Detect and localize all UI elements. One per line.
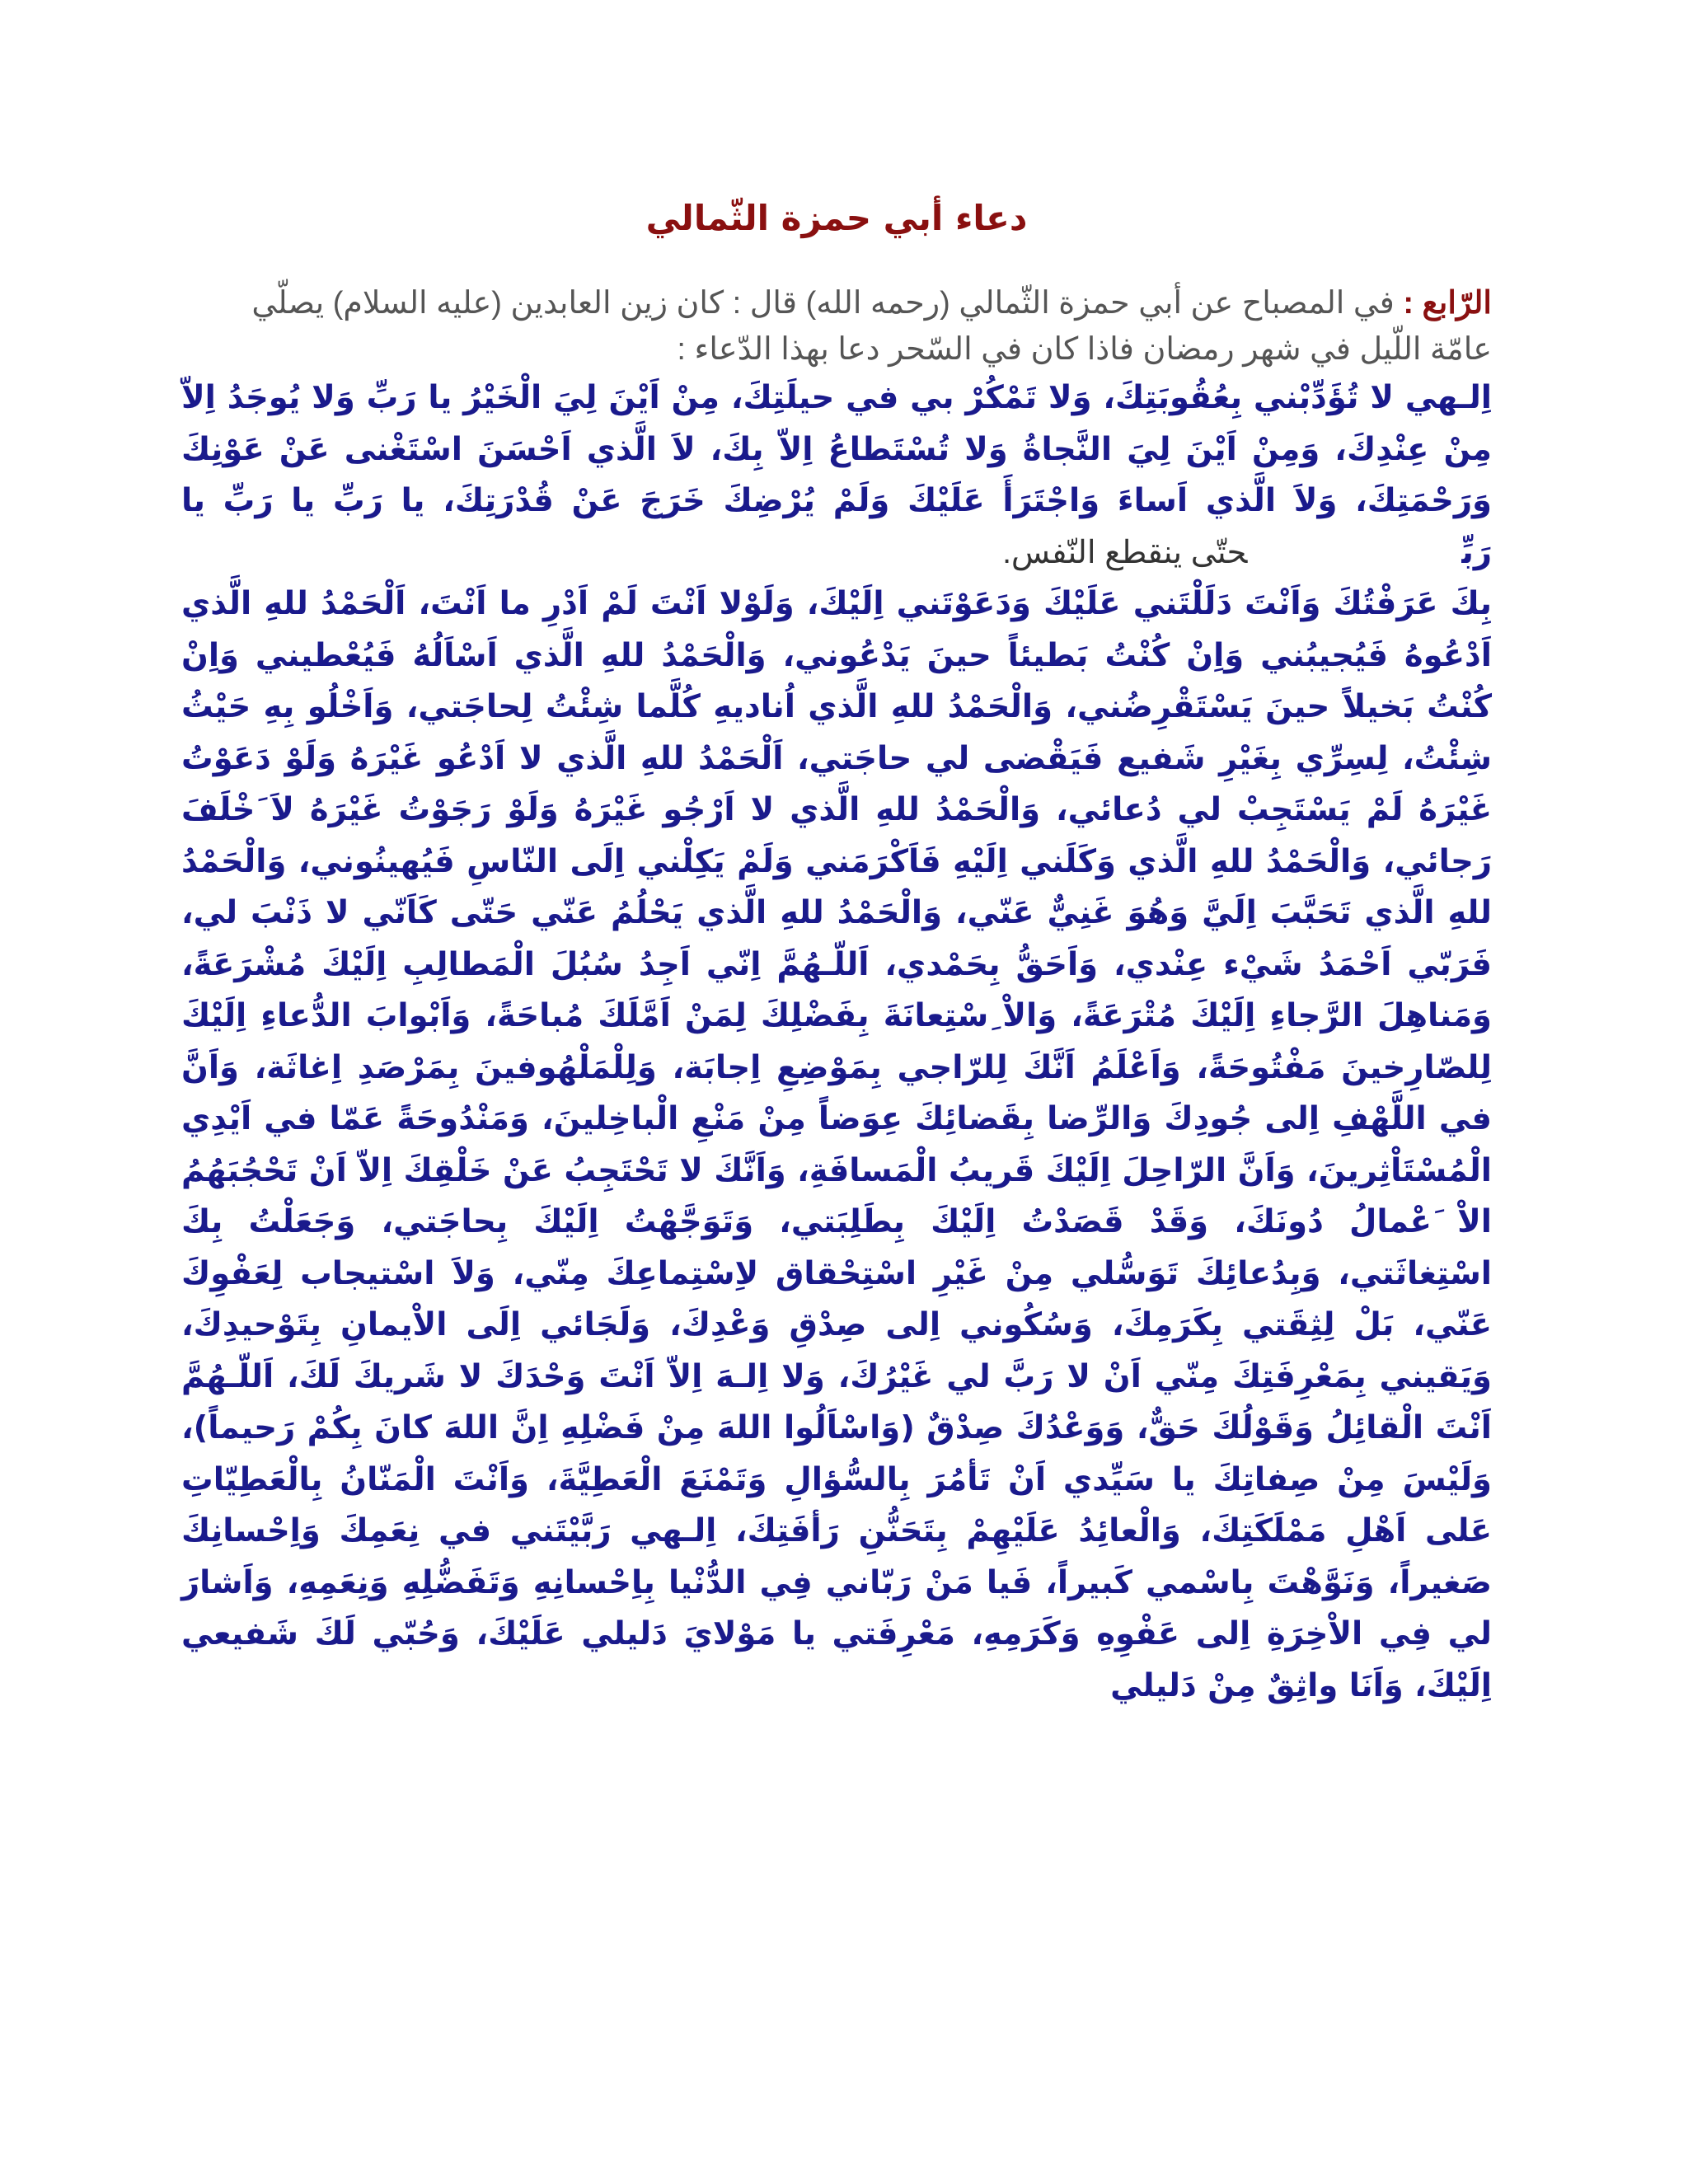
intro-paragraph xyxy=(181,280,1492,373)
prayer-paragraph-2 xyxy=(181,579,1492,1712)
prayer-text-part1: اِلـهي لا تُؤَدِّبْني بِعُقُوبَتِكَ، وَلا تَمْكُرْ بي في حيلَتِكَ، مِنْ اَيْنَ لِيَ الْخَيْرُ يا رَبِّ وَلا يُوجَدُ اِلاّ مِنْ عِنْدِكَ، وَمِنْ اَيْنَ لِيَ النَّجاةُ وَلا تُسْتَطاعُ اِلاّ بِكَ، لاَ الَّذي اَحْسَنَ اسْتَغْنى عَنْ عَوْنِكَ وَرَحْمَتِكَ، وَلاَ الَّذي اَساءَ وَاجْتَرَأَ عَلَيْكَ وَلَمْ يُرْضِكَ خَرَجَ عَنْ قُدْرَتِكَ، يا رَبِّ يا رَبِّ يا رَبِّ xyxy=(181,379,1492,571)
intro-label: الرّابع : xyxy=(1403,286,1492,321)
document-title: دعاء أبي حمزة الثّمالي xyxy=(645,198,1028,238)
document-page xyxy=(181,190,1492,1712)
prayer-paragraph-1 xyxy=(181,373,1492,579)
recitation-note: حتّى ينقطع النّفس. xyxy=(1002,534,1248,570)
prayer-text-part2: بِكَ عَرَفْتُكَ وَاَنْتَ دَلَلْتَني عَلَيْكَ وَدَعَوْتَني اِلَيْكَ، وَلَوْلا اَنْتَ لَمْ اَدْرِ ما اَنْتَ، اَلْحَمْدُ للهِ الَّذي اَدْعُوهُ فَيُجيبُني وَاِنْ كُنْتُ بَطيئاً حينَ يَدْعُوني، وَالْحَمْدُ للهِ الَّذي اَسْاَلُهُ فَيُعْطيني وَاِنْ كُنْتُ بَخيلاً حينَ يَسْتَقْرِضُني، وَالْحَمْدُ للهِ الَّذي اُناديهِ كُلَّما شِئْتُ لِحاجَتي، وَاَخْلُو بِهِ حَيْثُ شِئْتُ، لِسِرِّي بِغَيْرِ شَفيع فَيَقْضى لي حاجَتي، اَلْحَمْدُ للهِ الَّذي لا اَدْعُو غَيْرَهُ وَلَوْ دَعَوْتُ غَيْرَهُ لَمْ يَسْتَجِبْ لي دُعائي، وَالْحَمْدُ للهِ الَّذي لا اَرْجُو غَيْرَهُ وَلَوْ رَجَوْتُ غَيْرَهُ لاَ َخْلَفَ رَجائي، وَالْحَمْدُ للهِ الَّذي وَكَلَني اِلَيْهِ فَاَكْرَمَني وَلَمْ يَكِلْني اِلَى النّاسِ فَيُهينُوني، وَالْحَمْدُ للهِ الَّذي تَحَبَّبَ اِلَيَّ وَهُوَ غَنِيٌّ عَنّي، وَالْحَمْدُ للهِ الَّذي يَحْلُمُ عَنّي حَتّى كَاَنّي لا ذَنْبَ لي، فَرَبّي اَحْمَدُ شَيْء عِنْدي، وَاَحَقُّ بِحَمْدي، اَللّـهُمَّ اِنّي اَجِدُ سُبُلَ الْمَطالِبِ اِلَيْكَ مُشْرَعَةً، وَمَناهِلَ الرَّجاءِ اِلَيْكَ مُتْرَعَةً، وَالاْ ِسْتِعانَةَ بِفَضْلِكَ لِمَنْ اَمَّلَكَ مُباحَةً، وَاَبْوابَ الدُّعاءِ اِلَيْكَ لِلصّارِخينَ مَفْتُوحَةً، وَاَعْلَمُ اَنَّكَ لِلرّاجي بِمَوْضِعِ اِجابَة، وَلِلْمَلْهُوفينَ بِمَرْصَدِ اِغاثَة، وَاَنَّ في اللَّهْفِ اِلى جُودِكَ وَالرِّضا بِقَضائِكَ عِوَضاً مِنْ مَنْعِ الْباخِلينَ، وَمَنْدُوحَةً عَمّا في اَيْدِي الْمُسْتَاْثِرينَ، وَاَنَّ الرّاحِلَ اِلَيْكَ قَريبُ الْمَسافَةِ، وَاَنَّكَ لا تَحْتَجِبُ عَنْ خَلْقِكَ اِلاّ اَنْ تَحْجُبَهُمُ الاْ َعْمالُ دُونَكَ، وَقَدْ قَصَدْتُ اِلَيْكَ بِطَلِبَتي، وَتَوَجَّهْتُ اِلَيْكَ بِحاجَتي، وَجَعَلْتُ بِكَ اسْتِغاثَتي، وَبِدُعائِكَ تَوَسُّلي مِنْ غَيْرِ اسْتِحْقاق لاِسْتِماعِكَ مِنّي، وَلاَ اسْتيجاب لِعَفْوِكَ عَنّي، بَلْ لِثِقَتي بِكَرَمِكَ، وَسُكُوني اِلى صِدْقِ وَعْدِكَ، وَلَجَائي اِلَى الاْيمانِ بِتَوْحيدِكَ، وَيَقيني بِمَعْرِفَتِكَ مِنّي اَنْ لا رَبَّ لي غَيْرُكَ، وَلا اِلـهَ اِلاّ اَنْتَ وَحْدَكَ لا شَريكَ لَكَ، اَللّـهُمَّ اَنْتَ الْقائِلُ وَقَوْلُكَ حَقٌّ، وَوَعْدُكَ صِدْقٌ (وَاسْاَلُوا اللهَ مِنْ فَضْلِهِ اِنَّ اللهَ كانَ بِكُمْ رَحيماً)، وَلَيْسَ مِنْ صِفاتِكَ يا سَيِّدي اَنْ تَأمُرَ بِالسُّؤالِ وَتَمْنَعَ الْعَطِيَّةَ، وَاَنْتَ الْمَنّانُ بِالْعَطِيّاتِ عَلى اَهْلِ مَمْلَكَتِكَ، وَالْعائِدُ عَلَيْهِمْ بِتَحَنُّنِ رَأفَتِكَ، اِلـهي رَبَّيْتَني في نِعَمِكَ وَاِحْسانِكَ صَغيراً، وَنَوَّهْتَ بِاسْمي كَبيراً، فَيا مَنْ رَبّاني فِي الدُّنْيا بِاِحْسانِهِ وَتَفَضُّلِهِ وَنِعَمِهِ، وَاَشارَ لي فِي الاْخِرَةِ اِلى عَفْوِهِ وَكَرَمِهِ، مَعْرِفَتي يا مَوْلايَ دَليلي عَلَيْكَ، وَحُبّي لَكَ شَفيعي اِلَيْكَ، وَاَنَا واثِقٌ مِنْ دَليلي xyxy=(181,585,1492,1704)
intro-text: في المصباح عن أبي حمزة الثّمالي (رحمه الله) قال : كان زين العابدين (عليه السلام) يصلّي عامّة اللّيل في شهر رمضان فاذا كان في السّحر دعا بهذا الدّعاء : xyxy=(251,286,1492,367)
